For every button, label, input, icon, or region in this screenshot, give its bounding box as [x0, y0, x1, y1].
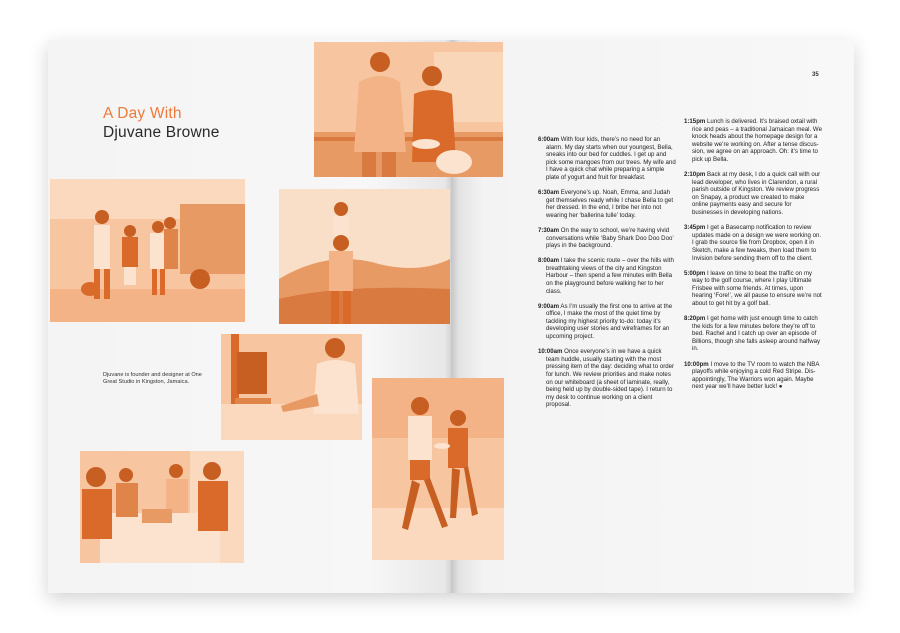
- entry-text: With four kids, there’s no need for an alarm. My day starts when our youngest, Bella, sneaks into our bed for cuddles. I get up and pick some mangoes from our trees. My wife and I have a quick chat while preparing a simple plate of yogurt and fruit for breakfast.: [546, 136, 676, 181]
- entry-time: 5:00pm: [684, 269, 706, 277]
- timeline-entry: [538, 136, 676, 182]
- page-number: 35: [812, 72, 819, 78]
- timeline-column-left: [538, 136, 676, 416]
- entry-time: 8:00am: [538, 257, 560, 265]
- entry-text: I get home with just enough time to catch the kids for a few minutes before they’re off to bed. Rachel and I catch up over an episode of Billions, though she falls asleep around halfway in.: [692, 315, 821, 353]
- entry-time: 3:45pm: [684, 224, 706, 232]
- entry-text: Everyone’s up. Noah, Emma, and Judah get themselves ready while I chase Bella to get her dressed. In the end, I bribe her into not wearing her ‘ballerina tulle’ today.: [546, 189, 674, 219]
- entry-text: Lunch is delivered. It’s braised oxtail with rice and peas – a traditional Jamaican meal. We knock heads about the homepage design for a website we’re working on. After a tense discussion, we agree on an approach. Oh: it’s time to pick up Bella.: [692, 118, 822, 163]
- man-at-desk-photo: [221, 334, 362, 440]
- entry-time: 6:30am: [538, 189, 560, 197]
- entry-text: Back at my desk, I do a quick call with our lead developer, who lives in Clarendon, a rural parish outside of Kingston. We review progress on Snapay, a product we created to make online payments easy and secure for businesses in developing nations.: [692, 171, 821, 217]
- entry-time: 9:00am: [538, 302, 560, 310]
- entry-text: On the way to school, we’re having vivid conversations while ‘Baby Shark Doo Doo Doo’ plays in the background.: [546, 226, 674, 250]
- timeline-entry: [538, 189, 676, 219]
- timeline-entry: [684, 361, 822, 391]
- entry-time: 10:00pm: [684, 360, 709, 368]
- entry-time: 8:20pm: [684, 315, 706, 323]
- timeline-column-right: [684, 118, 822, 398]
- timeline-entry: [538, 257, 676, 295]
- entry-time: 10:00am: [538, 348, 563, 356]
- entry-text: As I’m usually the first one to arrive at the office, I make the most of the quiet time by tackling my highest priority to-do: today it’s developing user stories and wireframes for an upcoming project.: [546, 302, 673, 341]
- frisbee-photo: [372, 378, 504, 560]
- team-meeting-photo: [80, 451, 244, 563]
- timeline-entry: [538, 227, 676, 250]
- entry-time: 2:10pm: [684, 171, 706, 179]
- kitchen-couple-photo: [314, 42, 503, 177]
- family-walking-photo: [50, 179, 245, 322]
- timeline-entry: [684, 171, 822, 217]
- entry-text: Once everyone’s in we have a quick team huddle, usually starting with the most pressing item of the day: deciding what to order for lunch. We review priorities and make notes on our whiteboard (a sheet of laminate, really, being held up by double-sided tape). I return to my desk to continue working on a client proposal.: [546, 348, 675, 409]
- title-accent: A Day With: [103, 105, 182, 122]
- entry-time: 7:30am: [538, 226, 560, 234]
- timeline-entry: [538, 348, 676, 409]
- entry-time: 6:00am: [538, 136, 560, 143]
- entry-text: I move to the TV room to watch the NBA playoffs while enjoying a cold Red Stripe. Disappointingly, The Warriors won again. Maybe next year we’ll have better luck! ●: [692, 360, 820, 391]
- photo-caption: Djuvane is founder and designer at One Great Studio in Kingston, Jamaica.: [103, 372, 202, 385]
- entry-text: I get a Basecamp notification to review updates made on a design we were working on. I grab the source file from Dropbox, open it in Sketch, make a few tweaks, then load them to Invision before sending them off to the client.: [692, 224, 822, 262]
- entry-text: I take the scenic route – over the hills with breathtaking views of the city and Kingston Harbour – then spend a few minutes with Bella on the playground before walking her to her class.: [546, 257, 674, 295]
- timeline-entry: [684, 118, 822, 164]
- entry-time: 1:15pm: [684, 118, 706, 125]
- timeline-entry: [684, 270, 822, 308]
- timeline-entry: [538, 303, 676, 341]
- timeline-entry: [684, 315, 822, 353]
- child-on-shoulders-photo: [279, 189, 450, 324]
- entry-text: I leave on time to beat the traffic on my way to the golf course, where I play Ultimate Frisbee with some friends. At times, upon hearing ‘Fore!’, we all pause to ensure we’re not about to get hit by a golf ball.: [692, 269, 822, 307]
- title-name: Djuvane Browne: [103, 124, 220, 141]
- timeline-entry: [684, 224, 822, 262]
